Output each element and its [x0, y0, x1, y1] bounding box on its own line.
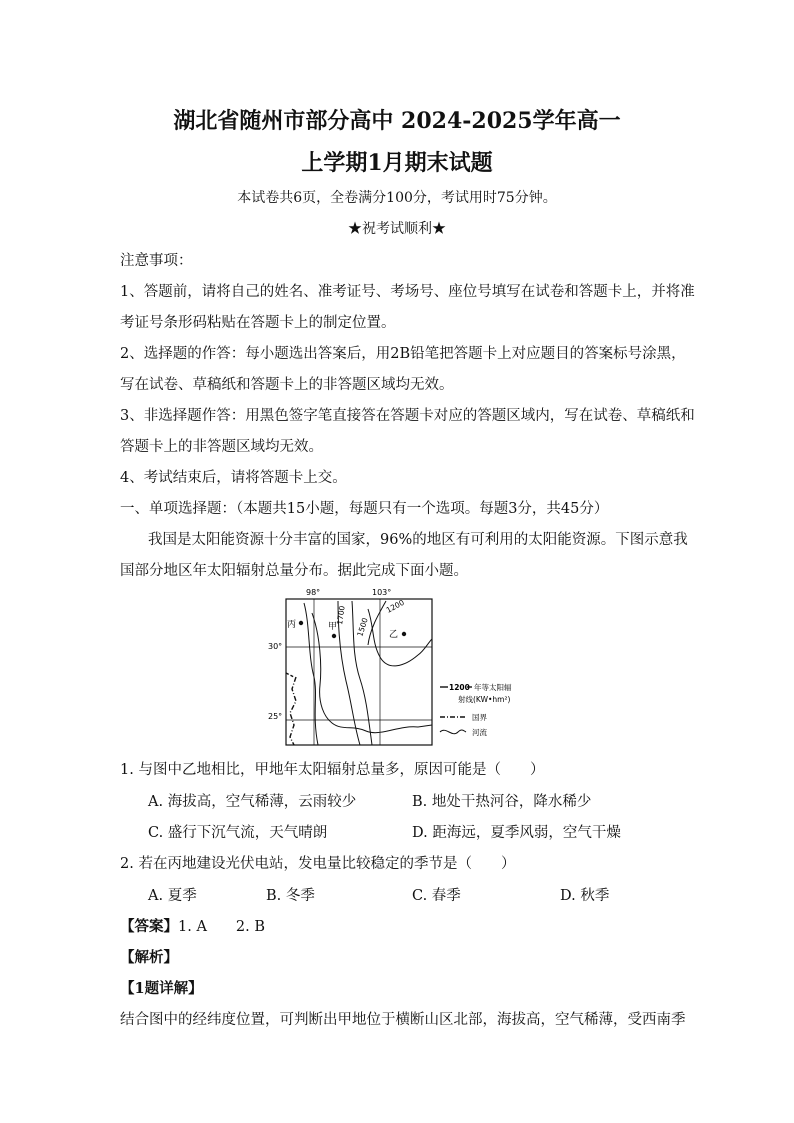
notes-heading: 注意事项： [120, 253, 193, 269]
river-3 [368, 609, 432, 666]
q1-option-c[interactable]: C. 盛行下沉气流，天气晴朗 [148, 825, 328, 841]
exam-title-line2: 上学期1月期末试题 [301, 150, 493, 176]
national-border-segment [286, 673, 294, 677]
q1-option-a[interactable]: A. 海拔高，空气稀薄，云雨较少 [148, 794, 357, 810]
note-2-line-1: 2、选择题的作答：每小题选出答案后，用2B铅笔把答题卡上对应题目的答案标号涂黑， [120, 346, 686, 362]
exam-subtitle: 本试卷共6页，全卷满分100分，考试用时75分钟。 [237, 190, 557, 206]
answer-text: 1. A 2. B [178, 919, 266, 935]
lat-25-label: 25° [268, 712, 283, 721]
legend-border-text: 国界 [472, 713, 487, 722]
note-1-line-1: 1、答题前，请将自己的姓名、准考证号、考场号、座位号填写在试卷和答题卡上，并将准 [120, 284, 695, 300]
national-border [290, 677, 296, 745]
analysis-heading: 【解析】 [120, 949, 178, 966]
legend-river-mark [440, 730, 466, 734]
lon-98-label: 98° [306, 588, 321, 597]
place-bing-dot [299, 621, 303, 625]
q2-option-a[interactable]: A. 夏季 [148, 888, 197, 904]
section-1-heading: 一、单项选择题：（本题共15小题，每题只有一个选项。每题3分，共45分） [120, 501, 609, 517]
solar-radiation-map [268, 585, 538, 750]
note-3-line-1: 3、非选择题作答：用黑色签字笔直接答在答题卡对应的答题区域内，写在试卷、草稿纸和 [120, 408, 695, 424]
exam-title-line1: 湖北省随州市部分高中 2024-2025学年高一 [173, 108, 621, 134]
isoline-1200-label: 1200 [384, 597, 406, 615]
q2-option-d[interactable]: D. 秋季 [560, 888, 610, 904]
legend-isoline-value: 1200 [449, 683, 470, 692]
place-jia-dot [332, 634, 336, 638]
lat-30-label: 30° [268, 642, 283, 651]
section-1-intro-line-2: 国部分地区年太阳辐射总量分布。据此完成下面小题。 [120, 563, 468, 579]
lon-103-label: 103° [372, 588, 392, 597]
note-3-line-2: 答题卡上的非答题区域均无效。 [120, 439, 323, 455]
place-jia-label: 甲 [328, 622, 338, 632]
place-yi-dot [402, 632, 406, 636]
legend-isoline-text-1: 年等太阳辐 [474, 683, 512, 692]
note-2-line-2: 写在试卷、草稿纸和答题卡上的非答题区域均无效。 [120, 377, 454, 393]
blessing-line: ★祝考试顺利★ [348, 221, 446, 237]
note-1-line-2: 考证号条形码粘贴在答题卡上的制定位置。 [120, 315, 396, 331]
place-bing-label: 丙 [287, 620, 297, 630]
q1-option-d[interactable]: D. 距海远，夏季风弱，空气干燥 [412, 825, 621, 841]
q2-option-c[interactable]: C. 春季 [412, 888, 461, 904]
isoline-1200 [368, 601, 386, 645]
isoline-1500-label: 1500 [355, 616, 370, 638]
isoline-1700-label: 1700 [335, 605, 347, 626]
detail-1-heading: 【1题详解】 [120, 980, 203, 997]
q1-option-b[interactable]: B. 地处干热河谷，降水稀少 [412, 794, 592, 810]
answer-label: 【答案】 [120, 918, 178, 935]
legend-isoline-text-2: 射线(KW•hm²) [458, 695, 511, 704]
q2-stem: 2. 若在丙地建设光伏电站，发电量比较稳定的季节是（ ） [120, 856, 516, 872]
note-4: 4、考试结束后，请将答题卡上交。 [120, 470, 347, 486]
q2-option-b[interactable]: B. 冬季 [266, 888, 315, 904]
detail-1-line-1: 结合图中的经纬度位置，可判断出甲地位于横断山区北部，海拔高，空气稀薄，受西南季 [120, 1012, 686, 1028]
place-yi-label: 乙 [389, 630, 399, 640]
q1-stem: 1. 与图中乙地相比，甲地年太阳辐射总量多，原因可能是（ ） [120, 762, 545, 778]
answer-line [120, 915, 680, 936]
legend-river-text: 河流 [472, 728, 487, 737]
section-1-intro-line-1: 我国是太阳能资源十分丰富的国家，96%的地区有可利用的太阳能资源。下图示意我 [148, 532, 688, 548]
